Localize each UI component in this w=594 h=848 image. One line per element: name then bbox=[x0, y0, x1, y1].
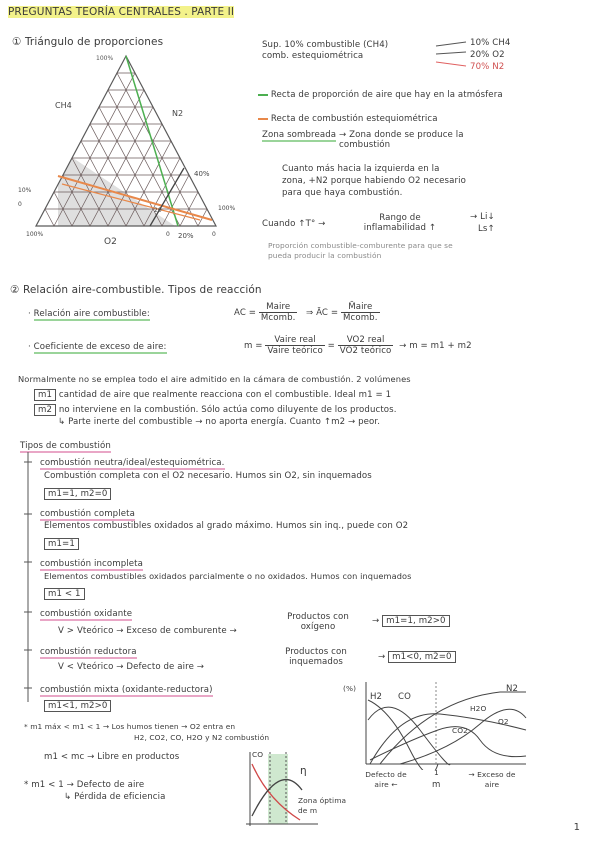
gray-note1: Proporción combustible-comburente para que se bbox=[268, 241, 453, 250]
bracket-lines bbox=[434, 38, 474, 78]
rel-label: · Relación aire combustible: bbox=[28, 309, 150, 319]
m2-line2: ↳ Parte inerte del combustible → no aporta energía. Cuanto ↑m2 → peor. bbox=[58, 417, 381, 427]
tipo-reductora bbox=[40, 647, 137, 657]
legend-orange-text: Recta de combustión estequiométrica bbox=[270, 114, 438, 124]
tri-c20-label: 20 bbox=[154, 207, 162, 214]
legend-orange bbox=[258, 114, 438, 124]
graph-co-label: CO bbox=[252, 750, 264, 759]
tipo-completa-box bbox=[44, 539, 79, 549]
tipos-heading bbox=[20, 441, 111, 451]
tipo-reductora-desc: V < Vteórico → Defecto de aire → bbox=[58, 662, 205, 672]
tri-o2-label: O2 bbox=[104, 237, 117, 247]
m1-num: Vaire real bbox=[265, 335, 324, 346]
tipo-reductora-boxtext: m1<0, m2=0 bbox=[388, 651, 455, 663]
tipo-reductora-label: combustión reductora bbox=[40, 647, 137, 657]
when-ls: Ls↑ bbox=[478, 224, 495, 234]
star-note1b: H2, CO2, CO, H2O y N2 combustión bbox=[134, 733, 270, 742]
zona-optima: Zona óptima de m bbox=[298, 796, 347, 815]
tipo-completa-boxtext: m1=1 bbox=[44, 538, 79, 550]
tipo-completa-desc: Elementos combustibles oxidados al grado máximo. Humos sin inq., puede con O2 bbox=[44, 521, 409, 531]
m-formula: m = $\frac{\text{Vaire real}}{\text{Vaire teórico}}$ = $\frac{\text{VO2 real}}{\text{VO2 teórico}}$ → m = m1 + m2 bbox=[244, 335, 472, 356]
legend-zone bbox=[262, 130, 509, 150]
m1-den: Vaire teórico bbox=[267, 346, 323, 356]
ratio-n2: 70% N2 bbox=[470, 62, 505, 72]
page-title: PREGUNTAS TEORÍA CENTRALES . PARTE II bbox=[8, 6, 235, 18]
tipo-reductora-box: → m1<0, m2=0 bbox=[378, 652, 456, 662]
legend-green bbox=[258, 90, 558, 100]
para-line2: zona, +N2 porque habiendo O2 necesario bbox=[282, 176, 466, 186]
section2-heading: ② Relación aire-combustible. Tipos de reacción bbox=[10, 284, 262, 296]
tri-b100-label: 100% bbox=[26, 231, 44, 238]
gray-note2: pueda producir la combustión bbox=[268, 251, 382, 260]
grid-line bbox=[45, 209, 54, 226]
acb-eq: ⇒ ĀC = bbox=[305, 308, 339, 318]
m2-line bbox=[34, 405, 397, 415]
tipo-oxidante-desc: V > Vteórico → Exceso de comburente → bbox=[58, 626, 237, 636]
tipo-oxidante bbox=[40, 609, 132, 619]
graph-x-right: → Exceso de aire bbox=[468, 770, 516, 789]
tipo-neutra-desc: Combustión completa con el O2 necesario. Humos sin O2, sin inquemados bbox=[44, 471, 372, 481]
when-li: → Li↓ bbox=[470, 212, 495, 222]
tri-0-label: 0 bbox=[18, 201, 22, 208]
tri-ch4-label: CH4 bbox=[55, 101, 72, 110]
sup-line2: comb. estequiométrica bbox=[262, 51, 364, 61]
star-note2b: ↳ Pérdida de eficiencia bbox=[64, 792, 166, 802]
tipo-incompleta-boxtext: m1 < 1 bbox=[44, 588, 85, 600]
star-note2: * m1 < 1 → Defecto de aire bbox=[24, 780, 145, 790]
tipo-incompleta-label: combustión incompleta bbox=[40, 559, 143, 569]
graph-co2: CO2 bbox=[452, 726, 468, 735]
graph-n2: N2 bbox=[506, 684, 519, 694]
m2-text: no interviene en la combustión. Sólo actúa como diluyente de los productos. bbox=[58, 405, 397, 415]
mc-note: m1 < mc → Libre en productos bbox=[44, 752, 180, 762]
ac-formula bbox=[234, 302, 380, 323]
star-note1: * m1 máx < m1 < 1 → Los humos tienen → O2 entra en bbox=[24, 722, 236, 731]
legend-zone-desc: → Zona donde se produce la combustión bbox=[339, 130, 464, 150]
graph-co: CO bbox=[398, 692, 411, 702]
graph-eta-label: η bbox=[300, 765, 307, 777]
section1-heading: ① Triángulo de proporciones bbox=[12, 36, 164, 48]
graph-x-1: 1 bbox=[434, 768, 439, 777]
tipo-oxidante-label: combustión oxidante bbox=[40, 609, 133, 619]
graph-paren: (%) bbox=[343, 684, 357, 693]
normal-note: Normalmente no se emplea todo el aire admitido en la cámara de combustión. 2 volúmenes bbox=[18, 374, 411, 384]
tri-b20-label: 20% bbox=[178, 232, 194, 240]
acb-num: M̄aire bbox=[341, 302, 380, 313]
ac-num: Maire bbox=[259, 302, 298, 313]
tipo-oxidante-boxtext: m1=1, m2>0 bbox=[382, 615, 449, 627]
ratio-o2: 20% O2 bbox=[470, 50, 505, 60]
tipo-incompleta-box bbox=[44, 589, 85, 599]
m2-den: VO2 teórico bbox=[339, 346, 392, 356]
tri-n2-label: N2 bbox=[172, 109, 184, 118]
ac-den: Mcomb. bbox=[260, 313, 296, 323]
tri-b0-label: 0 bbox=[166, 231, 170, 238]
m2-box: m2 bbox=[34, 404, 56, 416]
tipo-neutra-box bbox=[44, 489, 111, 499]
rel-label-text: Relación aire combustible: bbox=[33, 309, 150, 319]
legend-green-text: Recta de proporción de aire que hay en la atmósfera bbox=[270, 90, 503, 100]
ac-eq: AC = bbox=[234, 308, 257, 318]
tipo-incompleta-desc: Elementos combustibles oxidados parcialmente o no oxidados. Humos con inquemados bbox=[44, 571, 412, 581]
tri-bzero-label: 0 bbox=[212, 231, 216, 238]
coef-label: · Coeficiente de exceso de aire: bbox=[28, 342, 167, 352]
m-eq: m = bbox=[244, 341, 263, 351]
m1-text: cantidad de aire que realmente reacciona con el combustible. Ideal m1 = 1 bbox=[58, 390, 392, 400]
graph-o2: O2 bbox=[498, 717, 509, 726]
tipo-mixta-label: combustión mixta (oxidante-reductora) bbox=[40, 685, 213, 695]
m1-box: m1 bbox=[34, 389, 56, 401]
coef-label-text: Coeficiente de exceso de aire: bbox=[33, 342, 167, 352]
tri-10-label: 10% bbox=[18, 187, 32, 194]
ratio-ch4: 10% CH4 bbox=[470, 38, 511, 48]
acb-den: M̄comb. bbox=[343, 313, 378, 323]
tipo-completa-label: combustión completa bbox=[40, 509, 135, 519]
when-range: Rango de inflamabilidad ↑ bbox=[363, 213, 437, 233]
tipos-heading-text: Tipos de combustión bbox=[20, 441, 111, 451]
tri-40-label: 40% bbox=[194, 170, 210, 178]
graph-h2: H2 bbox=[370, 692, 383, 702]
tipo-mixta bbox=[40, 685, 213, 695]
para-line3: para que haya combustión. bbox=[282, 188, 403, 198]
graph-x-m: m bbox=[432, 780, 441, 790]
tipo-reductora-products: Productos con inquemados bbox=[285, 647, 347, 667]
sup-line1: Sup. 10% combustible (CH4) bbox=[262, 40, 389, 50]
legend-zone-label: Zona sombreada bbox=[262, 130, 337, 140]
para-line1: Cuanto más hacia la izquierda en la bbox=[282, 164, 440, 174]
tipo-oxidante-products: Productos con oxígeno bbox=[287, 612, 349, 632]
graph-x-left: Defecto de aire ← bbox=[365, 770, 407, 789]
tipo-incompleta bbox=[40, 559, 143, 569]
tri-top-label: 100% bbox=[96, 55, 114, 62]
when-temp: Cuando ↑T° → bbox=[262, 219, 326, 229]
tipo-mixta-boxtext: m1<1, m2>0 bbox=[44, 700, 111, 712]
tipos-vertical-line bbox=[20, 452, 40, 712]
page-number: 1 bbox=[573, 822, 580, 833]
tipo-oxidante-box: → m1=1, m2>0 bbox=[372, 616, 450, 626]
tipo-neutra-label: combustión neutra/ideal/estequiométrica. bbox=[40, 458, 225, 468]
ternary-diagram bbox=[0, 48, 240, 278]
m2-num: VO2 real bbox=[338, 335, 394, 346]
m-sum: → m = m1 + m2 bbox=[399, 341, 472, 351]
efficiency-graph bbox=[240, 750, 320, 830]
tipo-neutra-boxtext: m1=1, m2=0 bbox=[44, 488, 111, 500]
tri-100r-label: 100% bbox=[218, 205, 236, 212]
m1-line bbox=[34, 390, 391, 400]
graph-h2o: H2O bbox=[470, 704, 487, 713]
tipo-completa bbox=[40, 509, 135, 519]
tipo-neutra bbox=[40, 458, 225, 468]
tipo-mixta-box bbox=[44, 701, 111, 711]
